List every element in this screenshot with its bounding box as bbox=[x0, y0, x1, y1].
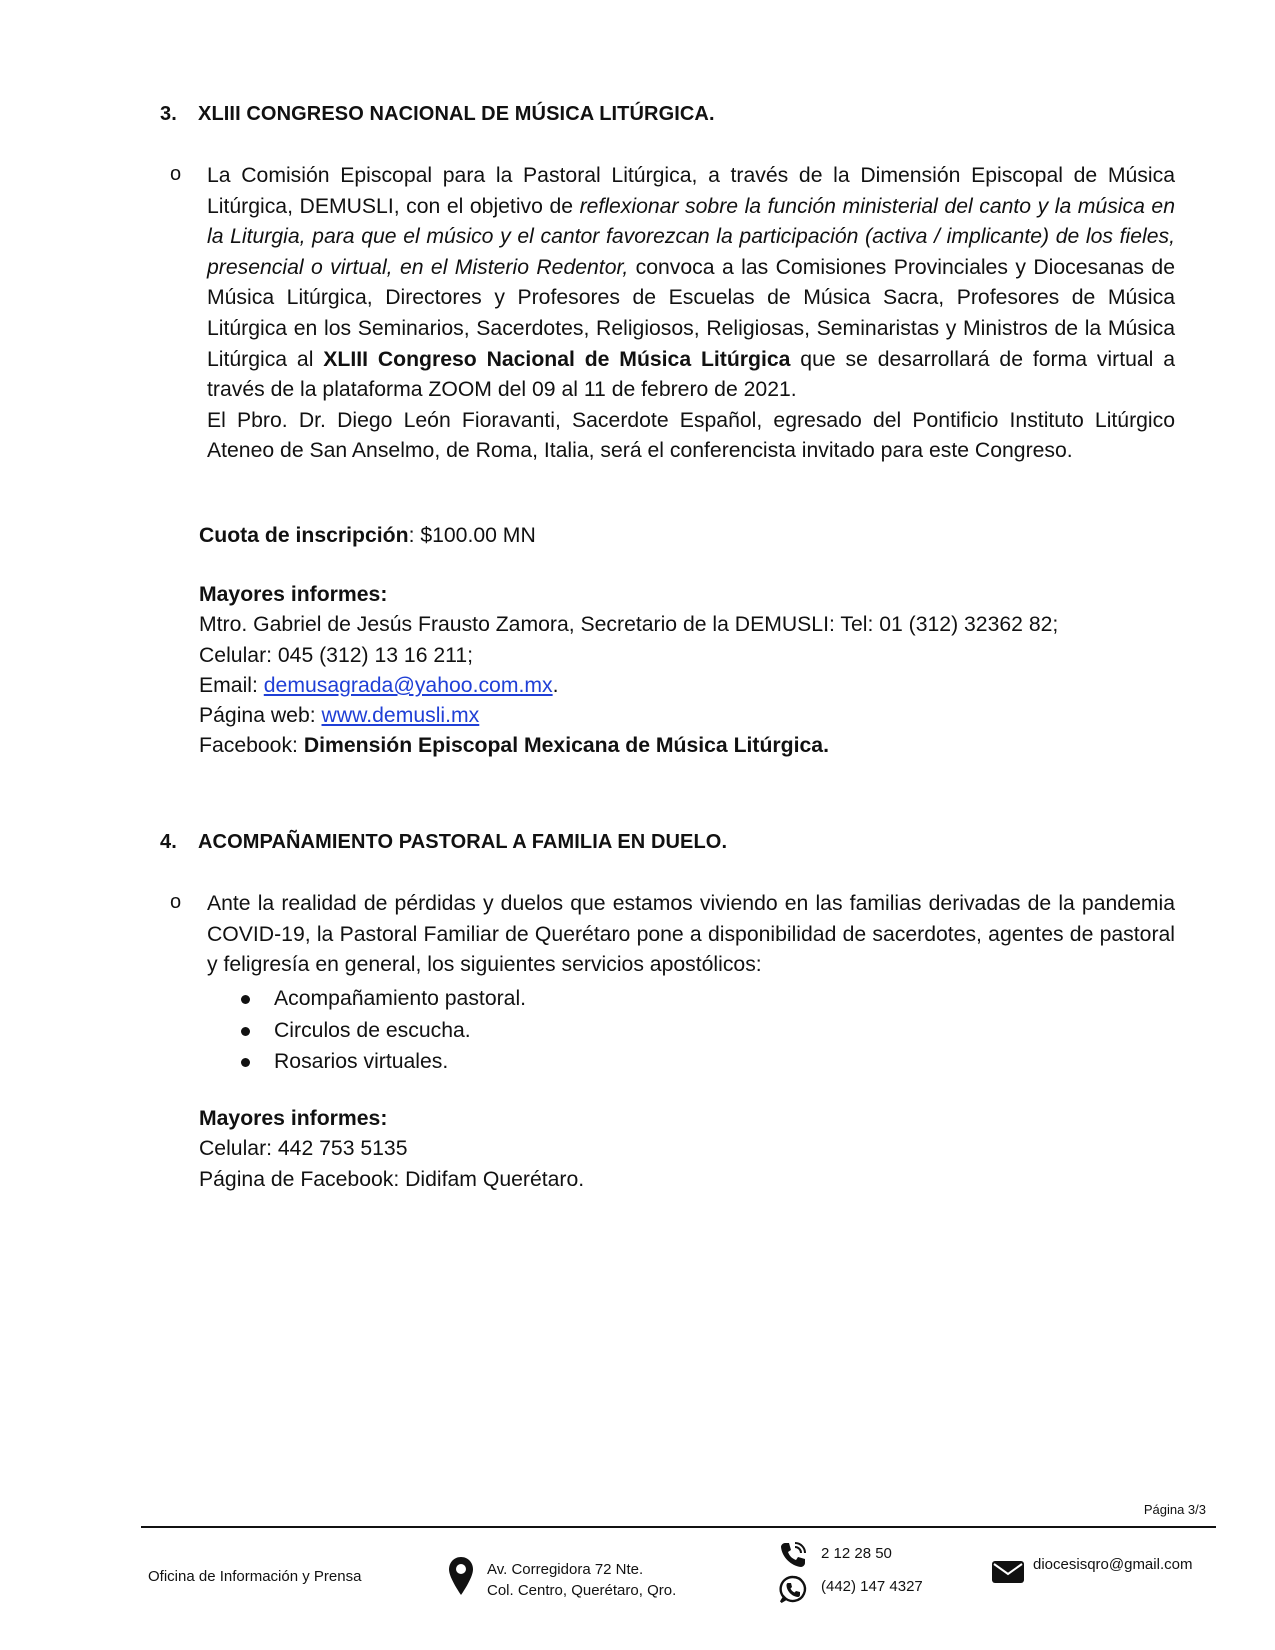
footer-address bbox=[487, 1559, 676, 1601]
section-3-heading bbox=[160, 103, 715, 126]
bullet-dot-icon bbox=[241, 1027, 250, 1036]
web-link[interactable]: www.demusli.mx bbox=[321, 704, 480, 728]
mobile-line: Celular: 442 753 5135 bbox=[199, 1137, 408, 1161]
section-4-paragraph bbox=[207, 889, 1175, 981]
footer-divider bbox=[141, 1526, 1216, 1528]
bullet-dot-icon bbox=[241, 1058, 250, 1067]
section-3-paragraph bbox=[207, 161, 1175, 467]
web-label: Página web: bbox=[199, 704, 322, 728]
facebook-name: Dimensión Episcopal Mexicana de Música Litúrgica. bbox=[303, 734, 829, 758]
fee-value: : $100.00 MN bbox=[408, 524, 536, 547]
page-number: Página 3/3 bbox=[1143, 1502, 1206, 1517]
para-mid: convoca a las Comisiones Provinciales y Diocesanas de Música Litúrgica, Directores y Profesores de Escuelas de Música Sacra, Profesores de Música Litúrgica en los Seminarios, Sacerdotes, Religiosos, Religiosas, Seminaristas y Ministros de la Música Litúrgica al bbox=[207, 255, 1175, 371]
para-objective: reflexionar sobre la función ministerial del canto y la música en la Liturgia, para que el músico y el cantor favorezcan la participación (activa / implicante) de los fieles, presencial o virtual, en el Misterio Redentor, bbox=[207, 194, 1176, 279]
address-line-2: Col. Centro, Querétaro, Qro. bbox=[487, 1582, 677, 1599]
service-label: Acompañamiento pastoral. bbox=[274, 987, 527, 1010]
address-line-1: Av. Corregidora 72 Nte. bbox=[487, 1561, 644, 1578]
section-3-title: XLIII CONGRESO NACIONAL DE MÚSICA LITÚRGICA. bbox=[198, 103, 715, 125]
footer bbox=[0, 1540, 1275, 1620]
section-3-speaker-paragraph: El Pbro. Dr. Diego León Fioravanti, Sacerdote Español, egresado del Pontificio Instituto Litúrgico Ateneo de San Anselmo, de Roma, Italia, será el conferencista invitado para este Congreso. bbox=[207, 408, 1175, 463]
info-label: Mayores informes: bbox=[199, 583, 388, 606]
services-list bbox=[207, 983, 526, 1078]
email-suffix: . bbox=[552, 673, 559, 697]
registration-fee bbox=[199, 521, 536, 551]
section-4-number: 4. bbox=[160, 831, 177, 853]
contact-line: Mtro. Gabriel de Jesús Frausto Zamora, Secretario de la DEMUSLI: Tel: 01 (312) 32362 82; bbox=[199, 613, 1059, 637]
section-4-heading bbox=[160, 831, 727, 854]
para-intro: La Comisión Episcopal para la Pastoral Litúrgica, a través de la Dimensión Episcopal de Música Litúrgica, DEMUSLI, con el objetivo de bbox=[207, 164, 1175, 218]
phone-icon bbox=[778, 1540, 808, 1570]
bullet-dot-icon bbox=[241, 995, 250, 1004]
circle-bullet: o bbox=[170, 891, 182, 913]
footer-office: Oficina de Información y Prensa bbox=[148, 1568, 362, 1585]
footer-whatsapp: (442) 147 4327 bbox=[821, 1578, 923, 1595]
email-label: Email: bbox=[199, 673, 264, 697]
list-item bbox=[207, 983, 526, 1015]
facebook-label: Facebook: bbox=[199, 734, 304, 758]
whatsapp-icon bbox=[778, 1574, 808, 1604]
para-congress-name: XLIII Congreso Nacional de Música Litúrgica bbox=[323, 347, 791, 371]
fee-label: Cuota de inscripción bbox=[199, 524, 409, 547]
info-label: Mayores informes: bbox=[199, 1107, 388, 1130]
mail-icon bbox=[991, 1559, 1025, 1585]
section-4-text: Ante la realidad de pérdidas y duelos que estamos viviendo en las familias derivadas de la pandemia COVID-19, la Pastoral Familiar de Querétaro pone a disponibilidad de sacerdotes, agentes de pastoral y feligresía en general, los siguientes servicios apostólicos: bbox=[207, 892, 1175, 977]
list-item bbox=[207, 1046, 526, 1078]
mobile-line: Celular: 045 (312) 13 16 211; bbox=[199, 643, 474, 667]
location-pin-icon bbox=[448, 1556, 474, 1596]
footer-phone: 2 12 28 50 bbox=[821, 1545, 892, 1562]
circle-bullet: o bbox=[170, 163, 182, 185]
service-label: Rosarios virtuales. bbox=[274, 1050, 449, 1073]
service-label: Circulos de escucha. bbox=[274, 1018, 471, 1042]
email-link[interactable]: demusagrada@yahoo.com.mx bbox=[263, 673, 553, 697]
section-3-number: 3. bbox=[160, 103, 177, 125]
section-4-title: ACOMPAÑAMIENTO PASTORAL A FAMILIA EN DUELO. bbox=[198, 831, 728, 853]
section-4-contact-block bbox=[199, 1104, 584, 1195]
facebook-line: Página de Facebook: Didifam Querétaro. bbox=[199, 1167, 585, 1191]
section-3-contact-block bbox=[199, 580, 1058, 762]
footer-email[interactable]: diocesisqro@gmail.com bbox=[1033, 1556, 1193, 1573]
para-end: que se desarrollará de forma virtual a través de la plataforma ZOOM del 09 al 11 de febrero de 2021. bbox=[207, 347, 1175, 402]
list-item bbox=[207, 1015, 526, 1047]
